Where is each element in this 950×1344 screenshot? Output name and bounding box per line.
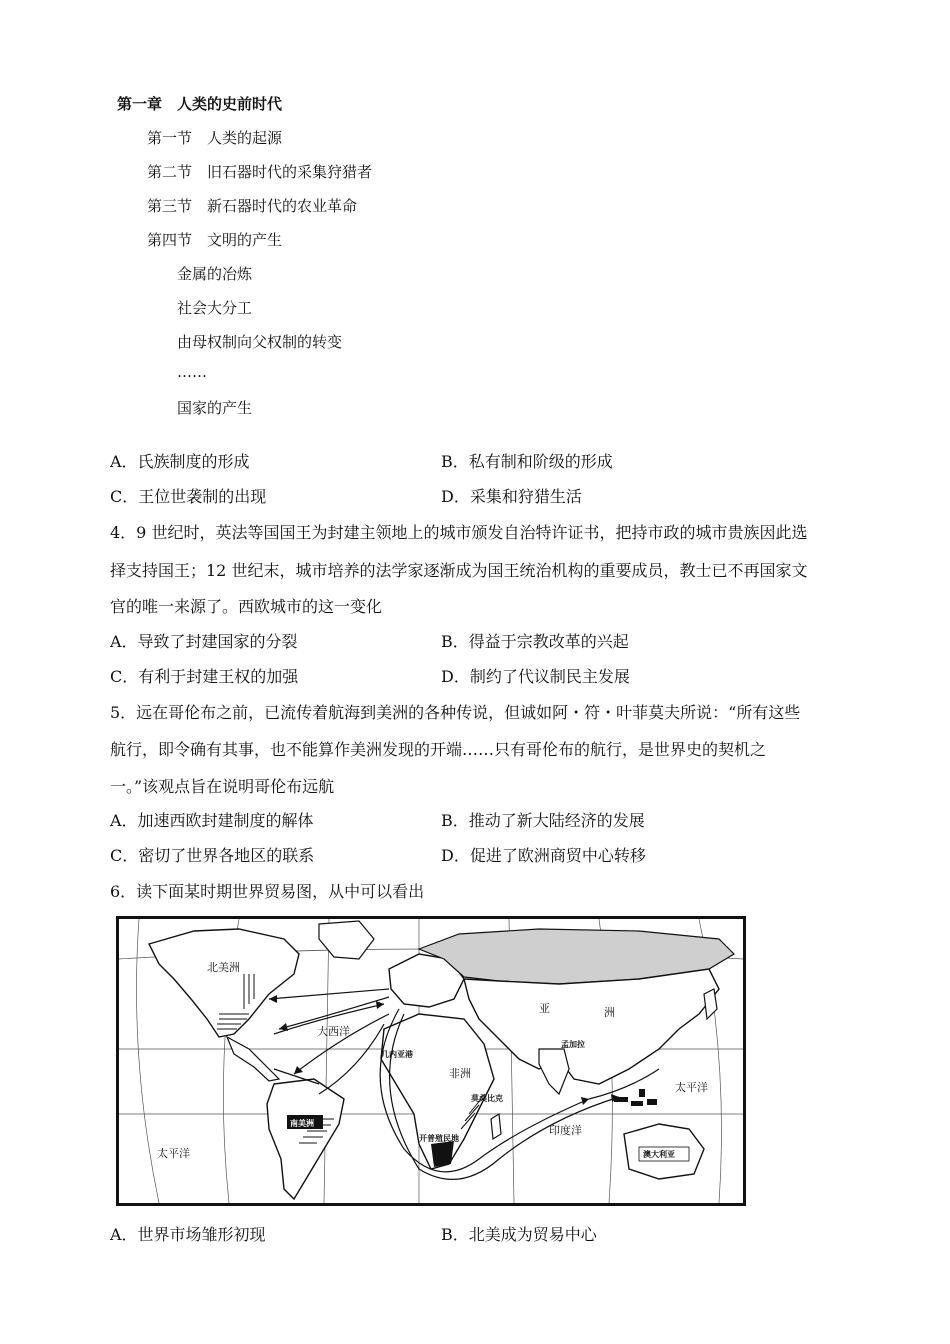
label-australia: 澳大利亚 (643, 1150, 675, 1159)
label-asia-2: 洲 (604, 1006, 615, 1019)
central-america-landmass (227, 1037, 279, 1081)
toc-subsection-ellipsis: …… (177, 363, 207, 381)
q5-stem-line-1: 5．远在哥伦布之前，已流传着航海到美洲的各种传说，但诚如阿・符・叶菲莫夫所说：“所有这些 (110, 703, 801, 722)
q5-stem-line-3: 一。”该观点旨在说明哥伦布远航 (110, 777, 335, 796)
q4-stem-line-2: 择支持国王；12 世纪末，城市培养的法学家逐渐成为国王统治机构的重要成员，教士已不再国家文 (110, 561, 808, 580)
q5-stem-line-2: 航行，即令确有其事，也不能算作美洲发现的开端……只有哥伦布的航行，是世界史的契机之 (110, 740, 767, 759)
q5-option-c[interactable]: C．密切了世界各地区的联系 (110, 846, 315, 865)
toc-subsection-2: 社会大分工 (177, 299, 253, 317)
q6-stem: 6．读下面某时期世界贸易图，从中可以看出 (110, 882, 425, 901)
label-south-america: 南美洲 (290, 1119, 314, 1128)
q5-option-b[interactable]: B．推动了新大陆经济的发展 (441, 811, 645, 830)
q6-option-b[interactable]: B．北美成为贸易中心 (441, 1225, 597, 1244)
label-bengal: 孟加拉 (561, 1040, 585, 1049)
label-pacific-ocean-west: 太平洋 (157, 1147, 190, 1160)
label-mozambique: 莫桑比克 (471, 1094, 503, 1103)
label-asia-1: 亚 (539, 1002, 550, 1015)
toc-section-3: 第三节 新石器时代的农业革命 (147, 197, 358, 215)
q3-option-a[interactable]: A．氏族制度的形成 (110, 452, 250, 471)
q4-stem-line-3: 官的唯一来源了。西欧城市的这一变化 (110, 597, 383, 616)
toc-section-2: 第二节 旧石器时代的采集狩猎者 (147, 163, 373, 181)
north-america-landmass (149, 929, 299, 1037)
india-landmass (539, 1049, 569, 1094)
cape-colony-region (431, 1141, 454, 1167)
label-pacific-ocean-east: 太平洋 (675, 1081, 708, 1094)
q5-option-d[interactable]: D．促进了欧洲商贸中心转移 (441, 846, 646, 865)
greenland-landmass (319, 921, 374, 959)
world-trade-map (116, 916, 746, 1206)
world-trade-map-svg (119, 919, 743, 1203)
q5-option-a[interactable]: A．加速西欧封建制度的解体 (110, 811, 314, 830)
q6-option-a[interactable]: A．世界市场雏形初现 (110, 1225, 266, 1244)
label-indian-ocean: 印度洋 (549, 1124, 582, 1137)
q4-option-b[interactable]: B．得益于宗教改革的兴起 (441, 632, 629, 651)
label-cape-colony: 开普殖民地 (419, 1134, 459, 1143)
q4-option-d[interactable]: D．制约了代议制民主发展 (441, 667, 630, 686)
toc-chapter-title: 第一章 人类的史前时代 (117, 95, 283, 113)
q4-option-c[interactable]: C．有利于封建王权的加强 (110, 667, 299, 686)
south-america-landmass (267, 1079, 344, 1199)
madagascar-landmass (491, 1114, 501, 1139)
toc-subsection-3: 由母权制向父权制的转变 (177, 333, 343, 351)
q4-stem-line-1: 4．9 世纪时，英法等国国王为封建主领地上的城市颁发自治特许证书，把持市政的城市贵族因此选 (110, 523, 808, 542)
toc-section-1: 第一节 人类的起源 (147, 129, 283, 147)
southeast-asia-islands (614, 1089, 657, 1106)
toc-subsection-5: 国家的产生 (177, 399, 253, 417)
label-north-america: 北美洲 (207, 961, 240, 974)
q4-option-a[interactable]: A．导致了封建国家的分裂 (110, 632, 298, 651)
q3-option-b[interactable]: B．私有制和阶级的形成 (441, 452, 613, 471)
toc-subsection-1: 金属的冶炼 (177, 265, 253, 283)
q3-option-c[interactable]: C．王位世袭制的出现 (110, 487, 267, 506)
toc-section-4: 第四节 文明的产生 (147, 231, 283, 249)
asia-landmass (464, 969, 719, 1084)
label-africa: 非洲 (449, 1067, 471, 1080)
label-guinea-port: 几内亚港 (381, 1050, 413, 1059)
label-atlantic-ocean: 大西洋 (317, 1025, 350, 1038)
q3-option-d[interactable]: D．采集和狩猎生活 (441, 487, 582, 506)
